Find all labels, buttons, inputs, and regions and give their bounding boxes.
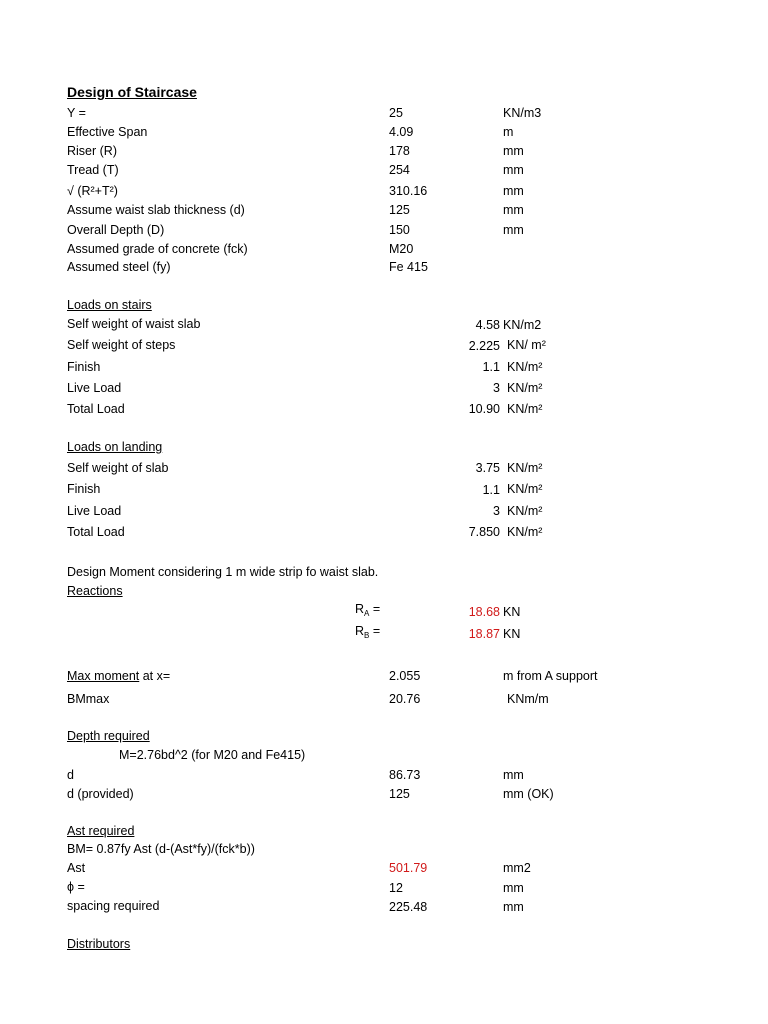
param-label: Effective Span [67,125,148,139]
param-value: Fe 415 [389,260,428,274]
param-unit: mm [503,144,524,158]
load-unit: KN/m² [507,461,543,475]
load-unit: KN/m² [507,525,543,539]
load-value: 3.75 [475,461,500,475]
bmmax-label: BMmax [67,692,110,706]
max-moment-value: 2.055 [389,669,421,683]
depth-heading: Depth required [67,729,150,743]
reaction-b-value: 18.87 [468,627,500,641]
param-value: 25 [389,106,403,120]
d-value: 86.73 [389,768,421,782]
param-unit: mm [503,184,524,198]
ast-label: Ast [67,861,86,875]
param-label: Y = [67,106,86,120]
load-label: Finish [67,360,101,374]
param-value: 254 [389,163,410,177]
load-label: Live Load [67,504,122,518]
reaction-a-value: 18.68 [468,605,500,619]
phi-unit: mm [503,881,524,895]
ast-value: 501.79 [389,861,428,875]
param-value: 4.09 [389,125,414,139]
load-unit: KN/m² [507,360,543,374]
param-value: 310.16 [389,184,428,198]
param-value: M20 [389,242,414,256]
load-value: 7.850 [468,525,500,539]
param-value: 125 [389,203,410,217]
load-value: 10.90 [468,402,500,416]
reactions-heading: Reactions [67,584,123,598]
load-label: Live Load [67,381,122,395]
param-unit: m [503,125,514,139]
param-label: √ (R²+T²) [67,184,118,198]
param-unit: mm [503,163,524,177]
bmmax-value: 20.76 [389,692,421,706]
param-unit: mm [503,203,524,217]
spacing-unit: mm [503,900,524,914]
ast-heading: Ast required [67,824,135,838]
section-heading: Loads on stairs [67,298,152,312]
load-unit: KN/ m² [507,338,546,352]
bmmax-unit: KNm/m [507,692,549,706]
reaction-a-label: $R_A$ = [355,602,381,618]
param-label: Assumed grade of concrete (fck) [67,242,248,256]
load-label: Total Load [67,402,125,416]
load-unit: KN/m² [507,381,543,395]
ast-unit: mm2 [503,861,531,875]
load-value: 1.1 [482,360,500,374]
param-label: Tread (T) [67,163,119,177]
design-moment-intro: Design Moment considering 1 m wide strip fo waist slab. [67,565,379,579]
spacing-value: 225.48 [389,900,428,914]
d-provided-value: 125 [389,787,410,801]
spacing-label: spacing required [67,899,160,913]
load-unit: KN/m2 [503,318,542,332]
reaction-b-unit: KN [503,627,521,641]
load-value: 1.1 [482,483,500,497]
param-value: 178 [389,144,410,158]
load-label: Self weight of steps [67,338,176,352]
distributors-heading: Distributors [67,937,131,951]
d-label: d [67,768,74,782]
load-label: Self weight of waist slab [67,317,201,331]
param-label: Assumed steel (fy) [67,260,171,274]
ast-formula: BM= 0.87fy Ast (d-(Ast*fy)/(fck*b)) [67,842,255,856]
load-unit: KN/m² [507,504,543,518]
max-moment-unit: m from A support [503,669,598,683]
load-label: Finish [67,482,101,496]
load-label: Self weight of slab [67,461,169,475]
reaction-a-unit: KN [503,605,521,619]
load-value: 4.58 [475,318,500,332]
page-title: Design of Staircase [67,84,197,100]
depth-formula: M=2.76bd^2 (for M20 and Fe415) [119,748,306,762]
load-label: Total Load [67,525,125,539]
param-unit: mm [503,223,524,237]
load-unit: KN/m² [507,402,543,416]
load-value: 3 [493,381,500,395]
load-unit: KN/m² [507,482,543,496]
param-unit: KN/m3 [503,106,542,120]
param-value: 150 [389,223,410,237]
d-unit: mm [503,768,524,782]
max-moment-label: Max moment at x= [67,669,171,683]
load-value: 3 [493,504,500,518]
reaction-b-label: $R_B$ = [355,624,381,640]
param-label: Overall Depth (D) [67,223,165,237]
param-label: Assume waist slab thickness (d) [67,203,245,217]
d-provided-label: d (provided) [67,787,134,801]
d-provided-unit: mm (OK) [503,787,554,801]
phi-value: 12 [389,881,403,895]
load-value: 2.225 [468,339,500,353]
phi-label: ϕ = [67,880,85,894]
param-label: Riser (R) [67,144,117,158]
section-heading: Loads on landing [67,440,163,454]
